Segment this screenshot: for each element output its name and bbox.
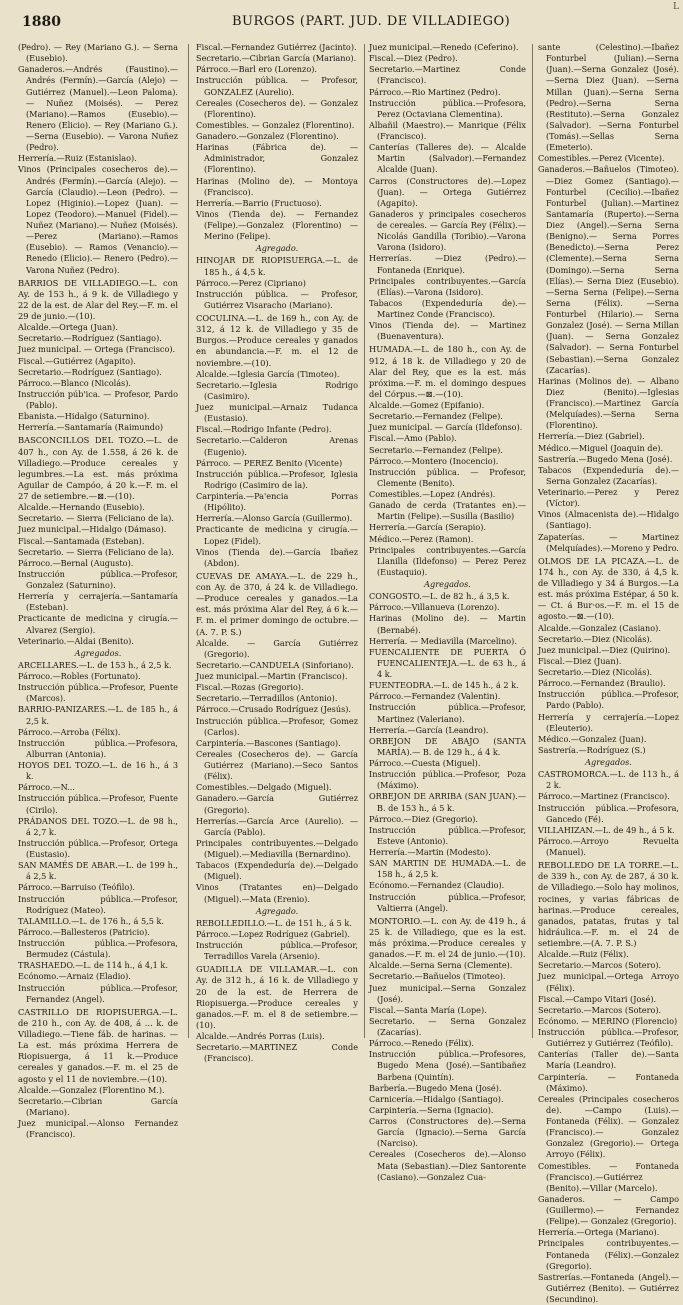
directory-entry: Fiscal.—Gutiérrez (Agapito). — [18, 355, 136, 366]
directory-entry: CONGOSTO.—L. de 82 h., á 3,5 k. — [369, 591, 510, 602]
directory-entry: Sastrería.—Bugedo Mena (José). — [538, 453, 673, 464]
directory-entry: Fiscal.—Rozas (Gregorio). — [196, 682, 304, 693]
directory-entry: Carnicería.—Hidalgo (Santiago). — [369, 1093, 504, 1104]
directory-entry: Ganadero.—García Gutiérrez (Gregorio). — [196, 793, 358, 815]
directory-entry: Carpintería. — Fontaneda (Máximo). — [538, 1071, 679, 1093]
directory-entry: Sastrería.—Rodríguez (S.) — [538, 744, 646, 755]
directory-entry: Veterinario.—Aldai (Benito). — [18, 635, 134, 646]
text-column-2 — [196, 42, 358, 1064]
directory-entry: Carros (Constructores de).—Serna García (Ignacio).—Serna García (Narciso). — [369, 1116, 526, 1149]
directory-entry: Principales contribuyentes.—García (Elías).—Varona (Isidoro). — [369, 275, 526, 297]
directory-entry: Instrucción pública.—Profesor, Terradillos Varela (Arsenio). — [196, 940, 358, 962]
directory-entry: Comestibles.—Lopez (Andrés). — [369, 489, 496, 499]
directory-entry: Ganado de cerda (Tratantes en).— Martin (Felipe).—Susilla (Basilio) — [369, 500, 526, 522]
directory-entry: (Pedro). — Rey (Mariano G.). — Serna (Eusebio). — [18, 42, 178, 64]
directory-entry: Párroco.—Martinez (Francisco). — [538, 791, 670, 802]
directory-entry: Párroco.—Barl ero (Lorenzo). — [196, 64, 317, 75]
directory-entry: Secretario.—Diez (Nicolás). — [538, 667, 653, 677]
directory-entry: Instrucción pública.—Profesor, Poza (Máximo). — [369, 769, 526, 791]
place-entry: COCULINA.—L. de 169 h., con Ay. de 312, á 12 k. de Villadiego y 35 de Burgos.—Produce cereales y ganados en abundancia.—F. m. el 12 de noviembre.—(10). — [196, 313, 358, 368]
directory-entry: Alcalde.—Gomez (Epifanio). — [369, 400, 485, 410]
directory-entry: Alcalde.—Ruiz (Félix). — [538, 949, 629, 960]
directory-entry: Párroco.—Fernandez (Braulio). — [538, 678, 666, 689]
directory-entry: Secretario.—Cibrian García (Mariano). — [18, 1095, 178, 1117]
directory-entry: Instrucción pública.—Profesor, Puente (Marcos). — [18, 682, 178, 704]
directory-entry: Fiscal.—Diez (Juan). — [538, 655, 622, 666]
directory-entry: Instrucción pública.—Profesor, Iglesia Rodrigo (Casimiro de la). — [196, 468, 358, 490]
directory-entry: Instrucción pública.—Profesor, Fuente (Cirilo). — [18, 793, 178, 815]
directory-entry: Secretario.—Bañuelos (Timoteo). — [369, 971, 506, 982]
directory-entry: HOYOS DEL TOZO.—L. de 16 h., á 3 k. — [18, 760, 178, 782]
directory-entry: Instrucción pública.—Profesor, Gonzalez (Saturnino). — [18, 568, 178, 590]
directory-entry: Vinos (Principales cosecheros de).— Andrés (Fermín).—García (Alejo). —García (Claudio).—Leon (Pedro). —Lopez (Higinio).—Lopez (Juan). —Lopez (Teodoro).—Manuel (Fidel).—Nuñez (Mariano).— Nuñez (Moisés).—Perez (Mariano).—Ramos (Eusebio). — Ramos (Venancio).— Renedo (Elicio).— Renero (Pedro).—Varona Nuñez (Pedro). — [18, 164, 178, 275]
directory-entry: Secretario.—Marcos (Sotero). — [538, 960, 662, 971]
edge-mark: L — [673, 2, 679, 12]
directory-entry: Vinos (Tienda de).—García Ibañez (Abdon). — [196, 546, 358, 568]
directory-entry: Secretario.—CANDUELA (Sinforiano). — [196, 659, 354, 670]
directory-entry: Instrucción pública.—Profesor, Pardo (Pablo). — [538, 689, 679, 711]
directory-entry: Comestibles. — Fontaneda (Francisco).—Gutiérrez (Benito).—Villar (Marcelo). — [538, 1160, 679, 1193]
directory-entry: Canterías (Taller de).—Santa María (Leandro). — [538, 1049, 679, 1071]
directory-entry: Secretario.—Diez (Nicolás). — [538, 633, 653, 644]
directory-entry: Herrería.—Diez (Gabriel). — [538, 431, 645, 442]
directory-entry: Comestibles.—Perez (Vicente). — [538, 153, 665, 164]
directory-entry: Juez municipal.—Renedo (Ceferino). — [369, 42, 519, 52]
directory-entry: Médico.—Miguel (Joaquin de). — [538, 442, 664, 453]
text-column-4 — [538, 42, 679, 1304]
directory-entry: Harinas (Molinos de). — Albano Diez (Benito).—Iglesias (Francisco).—Martinez García (Melquíades).—Serna Serna (Florentino). — [538, 375, 679, 431]
directory-entry: Secretario. — Serna Gonzalez (Zacarías). — [369, 1015, 526, 1037]
directory-entry: Fiscal.—Rodrigo Infante (Pedro). — [196, 424, 332, 435]
directory-entry: Instrucción pública.—Profesora, Alburran (Antonia). — [18, 737, 178, 759]
directory-entry: CASTROMORCA.—L. de 113 h., á 2 k. — [538, 769, 679, 791]
directory-entry: Párroco.—Bernal (Augusto). — [18, 557, 134, 568]
directory-entry: PRÁDANOS DEL TOZO.—L. de 98 h., á 2,7 k. — [18, 815, 178, 837]
directory-entry: Secretario.—Terradillos (Antonio). — [196, 693, 338, 704]
directory-entry: Médico.—Gonzalez (Juan). — [538, 733, 647, 744]
directory-entry: Vinos (Tienda de). — Fernandez (Felipe).—Gonzalez (Florentino) —Merino (Felipe). — [196, 208, 358, 242]
directory-entry: Herrerías. —Diez (Pedro).— Fontaneda (Enrique). — [369, 253, 526, 275]
directory-entry: Secretario.—Martinez Conde (Francisco). — [369, 64, 526, 86]
directory-entry: Párroco.—Montero (Inocencio). — [369, 455, 499, 466]
place-entry: BASCONCILLOS DEL TOZO.—L. de 407 h., con Ay. de 1.558, á 26 k. de Villadiego.—Produce cereales y legumbres.—La est. más próxima Aguilar de Campóo, á 20 k.—F. m. el 27 de setiembre.—⊠.—(10). — [18, 435, 178, 501]
directory-entry: FUENTEODRA.—L. de 145 h., á 2 k. — [369, 680, 519, 691]
directory-entry: Alcalde.—Serna Serna (Clemente). — [369, 960, 513, 971]
directory-entry: Fiscal.—Santamada (Esteban). — [18, 535, 145, 546]
directory-entry: Sastrerías.—Fontaneda (Angel).— Gutiérrez (Benito). — Gutiérrez (Secundino). — [538, 1271, 679, 1304]
directory-entry: Alcalde.—Ortega (Juan). — [18, 322, 118, 333]
directory-entry: Cereales (Cosecheros de). — García Gutiérrez (Mariano).—Seco Santos (Félix). — [196, 748, 358, 782]
directory-entry: Ecónomo.—Arnaiz (Eladio). — [18, 971, 131, 982]
directory-entry: Instrucción púb'ica. — Profesor, Pardo (Pablo). — [18, 388, 178, 410]
directory-entry: Secretario.—Cibrian García (Mariano). — [196, 53, 357, 64]
directory-entry: Instrucción pública. — Profesor, Clemente (Benito). — [369, 466, 526, 488]
directory-entry: Instrucción pública. — Profesor, GONZALEZ (Aurelio). — [196, 75, 358, 97]
directory-entry: Secretario.—Calderon Arenas (Eugenio). — [196, 435, 358, 457]
directory-entry: Herrería.—Barrio (Fructuoso). — [196, 197, 322, 208]
directory-entry: Párroco.—Robles (Fortunato). — [18, 671, 141, 681]
directory-entry: Instrucción pública. — Profesor, Gutiérrez Visaracho (Mariano). — [196, 288, 358, 310]
directory-entry: Vinos (Almacenista de).—Hidalgo (Santiago). — [538, 509, 679, 531]
directory-entry: Párroco.—Ballesteros (Patricio). — [18, 926, 150, 937]
place-entry: CUEVAS DE AMAYA.—L. de 229 h., con Ay. de 370, á 24 k. de Villadiego.—Produce cereales y ganados.—La est. más próxima Alar del Rey, á 6 k.—F. m. el primer domingo de octubre.—(A. 7. P. S.) — [196, 570, 358, 637]
directory-entry: Principales contribuyentes.—Fontaneda (Félix).—Gonzalez (Gregorio). — [538, 1238, 679, 1271]
page-header — [0, 0, 683, 42]
directory-entry: Canterías (Talleres de). — Alcalde Martin (Salvador).—Fernandez Alcalde (Juan). — [369, 142, 526, 175]
directory-entry: Párroco.—Barruiso (Teófilo). — [18, 882, 135, 893]
directory-entry: Ganaderos y principales cosecheros de cereales. — García Rey (Félix).—Nicolás Gandilla (Toribio).—Varona Varona (Isidoro). — [369, 208, 526, 253]
directory-entry: Fiscal.—Amo (Pablo). — [369, 433, 457, 444]
directory-entry: Herrería.—Alonso García (Guillermo). — [196, 513, 353, 524]
directory-entry: Párroco.—Fernandez (Valentin). — [369, 691, 501, 702]
directory-entry: Alcalde.—Iglesia García (Timoteo). — [196, 368, 340, 379]
directory-entry: Instrucción pública.—Profesor, Esteve (Antonio). — [369, 824, 526, 846]
directory-entry: Instrucción pública.—Profesores, Bugedo Mena (José).—Santibañez Barbena (Quintín). — [369, 1049, 526, 1082]
place-entry: GUADILLA DE VILLAMAR.—L. con Ay. de 312 h., á 16 k. de Villadiego y 20 de la est. de Herrera de Riopisuerga.—Produce cereales y ganados.—F. m. el 8 de setiembre.—(10). — [196, 964, 358, 1030]
place-entry: MONTORIO.—L. con Ay. de 419 h., á 25 k. de Villadiego, que es la est. más próxima.—Produce cereales y ganados.—F. m. el 24 de junio.—(10). — [369, 915, 526, 960]
directory-entry: Harinas (Fábrica de). — Administrador, Gonzalez (Florentino). — [196, 142, 358, 175]
directory-entry: Herrería.—Ortega (Mariano). — [538, 1227, 660, 1238]
directory-entry: Ebanista.—Hidalgo (Saturnino). — [18, 411, 150, 422]
directory-entry: Herrería y cerrajería.—Santamaría (Esteban). — [18, 591, 178, 613]
place-entry: CASTRILLO DE RIOPISUERGA.—L. de 210 h., con Ay. de 408, á ... k. de Villadiego.—Tiene fáb. de harinas. —La est. más próxima Herrera de Riopisuerga, á 11 k.—Produce cereales y ganados.—F. m. el 25 de agosto y el 11 de noviembre.—(10). — [18, 1006, 178, 1084]
directory-entry: Secretario.—Fernandez (Felipe). — [369, 444, 503, 455]
directory-entry: sante (Celestino).—Ibañez Fonturbel (Julian).—Serna (Juan).—Serna Gonzalez (José).—Serna Diez (Juan). —Serna Millan (Juan).—Serna Serna (Pedro).—Serna Serna (Restituto).—Serna Gonzalez (Salvador). —Serna Fonturbel (Tomás).—Sellas Serna (Emeterio). — [538, 42, 679, 153]
directory-entry: ORBEJON DE ARRIBA (SAN JUAN).— B. de 153 h., á 5 k. — [369, 791, 526, 813]
directory-entry: Ecónomo.—Fernandez (Claudio). — [369, 880, 505, 891]
directory-entry: Secretario.—MARTINEZ Conde (Francisco). — [196, 1042, 358, 1064]
directory-entry: Veterinario.—Perez y Perez (Víctor). — [538, 487, 679, 509]
directory-entry: Alcalde.—Hernando (Eusebio). — [18, 502, 145, 513]
directory-entry: Cereales (Cosecheros de). — Gonzalez (Florentino). — [196, 97, 358, 119]
directory-entry: Vinos (Tienda de). — Martinez (Buenaventura). — [369, 320, 526, 342]
directory-entry: Párroco.—Perez (Cipriano) — [196, 277, 306, 288]
directory-entry: Practicante de medicina y cirugía.—Lopez (Fidel). — [196, 524, 358, 546]
directory-entry: Fiscal.—Santa María (Lope). — [369, 1004, 487, 1015]
directory-entry: Párroco.—Blanco (Nicolás). — [18, 377, 131, 388]
directory-entry: Cereales (Principales cosecheros de). —Campo (Luis).—Fontaneda (Félix). — Gonzalez (Francisco).— Gonzalez Gonzalez (Gregorio).— Ortega Arroyo (Félix). — [538, 1093, 679, 1160]
directory-entry: Secretario. — Sierra (Feliciano de la). — [18, 546, 174, 557]
place-entry: OLMOS DE LA PICAZA.—L. de 174 h., con Ay. de 330, á 4,5 k. de Villadiego y 34 á Burgos.—La est. más próxima Estépar, á 50 k.— Ct. á Bur·os.—F. m. el 15 de agosto.—⊠.—(10). — [538, 555, 679, 622]
directory-entry: Párroco.—N... — [18, 782, 75, 793]
directory-entry: Tabacos (Expendeduría de).—Delgado (Miguel). — [196, 860, 358, 882]
directory-entry: Carpintería.—Serna (Ignacio). — [369, 1104, 494, 1115]
directory-entry: Ganaderos.—Bañuelos (Timoteo). —Diez Gomez (Santiago).—Fonturbel (Cecilio).—Ibañez Fonturbel (Julian).—Martinez Santamaría (Ruperto).—Serna Diez (Angel).—Serna Serna (Benigno).— Serna Porres (Benedicto).—Serna Perez (Clemente).—Serna Serna (Domingo).—Serna Serna (Elías).— Serna Diez (Eusebio).—Serna Serna (Felipe).—Serna Serna (Félix). —Serna Fonturbel (Hilario).— Serna Gonzalez (José). — Serna Millan (Juan). — Serna Gonzalez (Salvador). — Serna Fonturbel (Sebastian).—Serna Gonzalez (Zacarías). — [538, 164, 679, 375]
subheading: Agregados. — [424, 579, 471, 589]
directory-entry: Alcalde.—Andrés Porras (Luis). — [196, 1031, 325, 1041]
directory-entry: Médico.—Perez (Ramon). — [369, 533, 474, 544]
directory-entry: Párroco.—Crusado Rodríguez (Jesús). — [196, 704, 351, 715]
directory-entry: Comestibles. — Gonzalez (Florentino). — [196, 119, 355, 130]
page-number: 1880 — [22, 14, 61, 30]
directory-entry: Herrerías.—García Arce (Aurelio). —García (Pablo). — [196, 815, 358, 837]
directory-entry: Fiscal.—Campo Vitari (José). — [538, 993, 657, 1004]
subheading: Agregados. — [585, 757, 632, 767]
directory-entry: HINOJAR DE RIOPISUERGA.—L. de 185 h., á 4,5 k. — [196, 255, 358, 277]
directory-entry: Juez municipal. — Ortega (Francisco). — [18, 344, 176, 355]
directory-entry: Instrucción pública.—Profesor, Gomez (Carlos). — [196, 715, 358, 737]
directory-entry: Instrucción pública.—Profesor, Martinez (Valeriano). — [369, 702, 526, 724]
directory-entry: Tabacos (Expendeduría de).—Serna Gonzalez (Zacarías). — [538, 464, 679, 486]
directory-entry: Ganaderos. — Campo (Guillermo).— Fernandez (Felipe).— Gonzalez (Gregorio). — [538, 1193, 679, 1227]
directory-entry: REBOLLEDILLO.—L. de 151 h., á 5 k. — [196, 917, 352, 928]
directory-entry: Tabacos (Expendeduría de).—Martinez Conde (Francisco). — [369, 297, 526, 319]
directory-entry: Juez municipal.—Ortega Arroyo (Félix). — [538, 971, 679, 993]
place-entry: HUMADA.—L. de 180 h., con Ay. de 912, á 18 k. de Villadiego y 20 de Alar del Rey, que es la est. más próxima.—F. m. el domingo despues del Córpus.—⊠.—(10). — [369, 344, 526, 399]
directory-entry: Fiscal.—Fernandez Gutiérrez (Jacinto). — [196, 42, 357, 52]
directory-entry: Juez municipal.—Diez (Quirino). — [538, 644, 671, 655]
directory-entry: Herrería.—Santamaría (Raimundo) — [18, 422, 164, 433]
directory-entry: Alcalde. — García Gutiérrez (Gregorio). — [196, 637, 358, 659]
directory-entry: Herrería.—García (Serapio). — [369, 522, 487, 533]
directory-entry: Albañil (Maestro).— Manrique (Félix (Francisco). — [369, 119, 526, 141]
text-column-1 — [18, 42, 178, 1140]
place-entry: REBOLLEDO DE LA TORRE.—L. de 339 h., con Ay. de 287, á 30 k. de Villadiego.—Solo hay molinos, rocines, y varias fábricas de harinas.—Produce cereales, ganados, patatas, frutas y tal hidráulica.—F. m. el 24 de setiembre.—(A. 7. P. S.) — [538, 860, 679, 948]
directory-entry: Juez municipal.—Hidalgo (Dámaso). — [18, 524, 167, 535]
directory-entry: Practicante de medicina y cirugía.—Alvarez (Sergio). — [18, 613, 178, 635]
directory-entry: Párroco.—Lopez Rodríguez (Gabriel). — [196, 928, 350, 939]
directory-entry: SAN MARTIN DE HUMADA.—L. de 158 h., á 2,5 k. — [369, 858, 526, 880]
directory-entry: Fiscal.—Diez (Pedro). — [369, 53, 458, 64]
directory-entry: Juez municipal.—Martin (Francisco). — [196, 671, 348, 681]
directory-entry: Párroco.—Villanueva (Lorenzo). — [369, 602, 500, 613]
directory-entry: Párroco.—Cuesta (Miguel). — [369, 758, 481, 768]
directory-entry: Cereales (Cosecheros de).—Alonso Mata (Sebastian).—Diez Santorente (Casiano).—Gonzalez Cua- — [369, 1149, 526, 1182]
directory-entry: Ganadero.—Gonzalez (Florentino). — [196, 131, 339, 141]
subheading: Agregados. — [74, 647, 122, 658]
directory-entry: Principales contribuyentes.—García Llanilla (Ildefonso) — Perez Perez (Eustaquio). — [369, 544, 526, 577]
column-rule — [364, 44, 365, 1038]
directory-entry: Juez municipal.—Alonso Fernandez (Francisco). — [18, 1118, 178, 1140]
directory-entry: Párroco.—Rio Martinez (Pedro). — [369, 86, 501, 97]
directory-entry: Párroco.—Arroyo Revuelta (Manuel). — [538, 835, 679, 857]
directory-entry: ARCELLARES.—L. de 153 h., á 2,5 k. — [18, 659, 172, 670]
directory-entry: Herrería. — Mediavilla (Marcelino). — [369, 635, 517, 646]
directory-entry: Instrucción pública.—Profesor, Fernandez (Angel). — [18, 982, 178, 1004]
subheading: Agregado. — [255, 905, 299, 916]
directory-entry: Secretario.—Rodríguez (Santiago). — [18, 333, 162, 344]
directory-entry: Comestibles.—Delgado (Miguel). — [196, 782, 332, 793]
directory-entry: VILLAHIZAN.—L. de 49 h., á 5 k. — [538, 824, 675, 835]
directory-entry: Juez municipal.—Serna Gonzalez (José). — [369, 982, 526, 1004]
directory-entry: Instrucción pública.—Profesora, Perez (Octaviana Clementina). — [369, 97, 526, 119]
directory-entry: Herrería.—Martin (Modesto). — [369, 847, 491, 857]
directory-entry: Carpintería.—Bascones (Santiago). — [196, 737, 341, 748]
directory-entry: Barbería.—Bugedo Mena (José). — [369, 1082, 502, 1093]
directory-entry: Juez municipal. — García (Ildefonso). — [369, 422, 523, 433]
directory-entry: Secretario. — Sierra (Feliciano de la). — [18, 513, 174, 524]
subheading: Agregado. — [255, 243, 299, 254]
directory-entry: Instrucción pública.—Profesora, Bermudez (Cástula). — [18, 938, 178, 960]
directory-entry: Instrucción pública.—Profesora, Gancedo (Fé). — [538, 802, 679, 824]
directory-entry: SAN MAMÉS DE ABAR.—L. de 199 h., á 2,5 k. — [18, 860, 178, 882]
running-head: BURGOS (PART. JUD. DE VILLADIEGO) — [232, 14, 511, 29]
directory-entry: Secretario.—Marcos (Sotero). — [538, 1004, 662, 1015]
directory-entry: Instrucción pública.—Profesor, Gutiérrez y Gutiérrez (Teófilo). — [538, 1027, 679, 1049]
directory-entry: Secretario.—Iglesia Rodrigo (Casimiro). — [196, 379, 358, 401]
directory-entry: Instrucción pública.—Profesor, Rodríguez (Mateo). — [18, 893, 178, 915]
directory-entry: Alcalde.—Gonzalez (Florentino M.). — [18, 1084, 165, 1095]
directory-entry: Párroco.—Renedo (Félix). — [369, 1038, 474, 1049]
directory-entry: Vinos (Tratantes en)—Delgado (Miguel).—Mata (Erenio). — [196, 882, 358, 904]
directory-entry: Párroco. — PEREZ Benito (Vicente) — [196, 457, 343, 468]
directory-entry: Ganaderos.—Andrés (Faustino).— Andrés (Fermín).—García (Alejo) —Gutiérrez (Manuel).—Leon Paloma).— Nuñez (Moisés). — Perez (Mariano).—Ramos (Eusebio).— Renero (Elicio). — Rey (Mariano G.).—Serna (Eusebio). — Varona Nuñez (Pedro). — [18, 64, 178, 153]
directory-entry: Herrería y cerrajería.—Lopez (Eleuterio). — [538, 711, 679, 733]
column-rule — [188, 44, 189, 1038]
directory-entry: ORBEJON DE ABAJO (SANTA MARÍA).— B. de 129 h., á 4 k. — [369, 735, 526, 757]
directory-entry: Ecónomo. — MERINO (Florencio) — [538, 1015, 678, 1026]
directory-entry: Zapaterías. — Martinez (Melquíades).—Moreno y Pedro. — [538, 531, 679, 553]
directory-entry: Harinas (Molino de). — Martin (Bernabé). — [369, 613, 526, 635]
directory-entry: Harinas (Molino de). — Montoya (Francisco). — [196, 175, 358, 197]
directory-entry: Carros (Constructores de).—Lopez (Juan). — Ortega Gutiérrez (Agapito). — [369, 175, 526, 208]
directory-entry: TALAMILLO.—L. de 176 h., á 5,5 k. — [18, 915, 164, 926]
directory-entry: Herrería.—García (Leandro). — [369, 724, 489, 735]
directory-entry: Instrucción pública.—Profesor, Valtierra (Angel). — [369, 891, 526, 913]
directory-entry: Secretario.—Rodríguez (Santiago). — [18, 366, 162, 377]
directory-entry: Instrucción pública.—Profesor, Ortega (Eustasio). — [18, 837, 178, 859]
directory-entry: Principales contribuyentes.—Delgado (Miguel).—Mediavilla (Bernardino). — [196, 837, 358, 859]
directory-entry: Alcalde.—Gonzalez (Casiano). — [538, 622, 661, 633]
directory-entry: Carpintería.—Pa'encia Porras (Hipólito). — [196, 491, 358, 513]
directory-entry: Párroco.—Diez (Gregorio). — [369, 813, 478, 824]
directory-entry: Párroco.—Arroba (Félix). — [18, 726, 121, 737]
directory-entry: Herrería.—Ruiz (Estanislao). — [18, 153, 137, 164]
directory-entry: TRASHAEDO.—L. de 114 h., á 4,1 k. — [18, 960, 168, 971]
column-rule — [532, 44, 533, 1038]
directory-entry: Secretario.—Fernandez (Felipe). — [369, 411, 503, 422]
directory-entry: Juez municipal.—Arnaiz Tudanca (Eustasio). — [196, 402, 358, 424]
place-entry: BARRIOS DE VILLADIEGO.—L. con Ay. de 153 h., á 9 k. de Villadiego y 22 de la est. de Alar del Rey.—F. m. el 29 de junio.—(10). — [18, 277, 178, 321]
directory-entry: FUENCALIENTE DE PUERTA Ó FUENCALIENTEJA.—L. de 63 h., á 4 k. — [369, 646, 526, 679]
text-column-3 — [369, 42, 526, 1182]
directory-entry: BARRIO-PANIZARES.—L. de 185 h., á 2,5 k. — [18, 704, 178, 726]
